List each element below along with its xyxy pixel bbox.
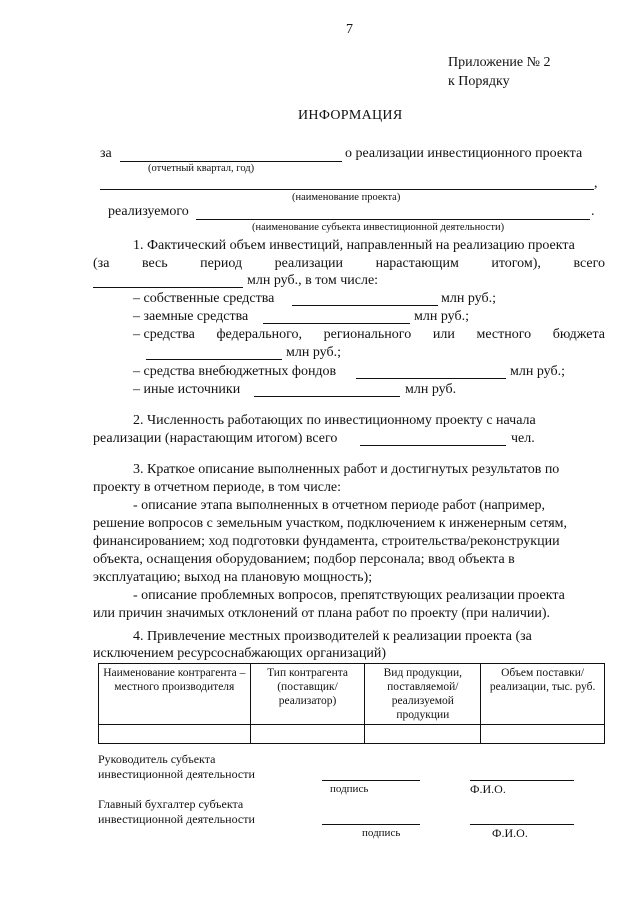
project-name-field-line — [100, 189, 594, 190]
header-period: . — [591, 204, 595, 219]
budget-funds-field-line — [146, 359, 282, 360]
s3-line: 3. Краткое описание выполненных работ и достигнутых результатов по — [133, 462, 560, 477]
sig1-name-line — [470, 780, 574, 781]
sig2-name-line — [470, 824, 574, 825]
total-investment-field-line — [93, 287, 243, 288]
s3-line: финансированием; ход подготовки фундамента, строительства/реконструкции — [93, 534, 560, 549]
table-cell[interactable] — [250, 725, 365, 744]
table-header-cell: Вид продукции, поставляемой/ реализуемой продукции — [365, 664, 481, 725]
other-sources-field-line — [254, 396, 400, 397]
budget-word: – средства — [133, 327, 195, 342]
table-cell[interactable] — [481, 725, 605, 744]
local-producers-table — [98, 663, 605, 744]
table-header-row — [99, 664, 605, 725]
s1-line2 — [93, 256, 605, 272]
sig2-sign-label: подпись — [362, 827, 401, 839]
offbudget-label: – средства внебюджетных фондов — [133, 364, 337, 379]
other-sources-label: – иные источники — [133, 382, 241, 397]
s3-line: объекта, оснащения оборудованием; подбор персонала; ввод объекта в — [93, 552, 515, 567]
sig1-sign-label: подпись — [330, 783, 369, 795]
budget-word: местного — [476, 327, 532, 342]
s1-intro: 1. Фактический объем инвестиций, направленный на реализацию проекта — [133, 238, 575, 253]
loan-funds-field-line — [263, 323, 410, 324]
table-header-cell: Объем поставки/ реализации, тыс. руб. — [481, 664, 605, 725]
sig1-role-line1: Руководитель субъекта — [98, 752, 216, 766]
budget-funds-unit: млн руб.; — [286, 345, 341, 360]
s1-word: всего — [573, 256, 605, 271]
document-title: ИНФОРМАЦИЯ — [298, 108, 403, 123]
offbudget-field-line — [356, 378, 506, 379]
own-funds-label: – собственные средства — [133, 291, 275, 306]
s3-line: или причин значимых отклонений от плана работ по проекту (при наличии). — [93, 606, 551, 621]
other-sources-unit: млн руб. — [405, 382, 457, 397]
s3-line: эксплуатацию; выход на плановую мощность); — [93, 570, 373, 585]
own-funds-field-line — [292, 305, 438, 306]
hint-subject: (наименование субъекта инвестиционной деятельности) — [252, 222, 505, 233]
header-about: о реализации инвестиционного проекта — [345, 146, 583, 161]
sig1-name-label: Ф.И.О. — [470, 782, 506, 796]
table-row — [99, 725, 605, 744]
appendix-line2: к Порядку — [448, 74, 510, 89]
s1-word: нарастающим — [375, 256, 459, 271]
appendix-line1: Приложение № 2 — [448, 55, 551, 70]
loan-funds-unit: млн руб.; — [414, 309, 469, 324]
s1-line3: млн руб., в том числе: — [247, 273, 379, 288]
offbudget-unit: млн руб.; — [510, 364, 565, 379]
sig2-role-line1: Главный бухгалтер субъекта — [98, 797, 244, 811]
s3-line: - описание этапа выполненных в отчетном периоде работ (например, — [133, 498, 546, 513]
s1-word: реализации — [274, 256, 344, 271]
budget-word: бюджета — [552, 327, 605, 342]
table-header-cell: Тип контрагента (поставщик/ реализатор) — [250, 664, 365, 725]
sig1-role-line2: инвестиционной деятельности — [98, 767, 255, 781]
table-header-cell: Наименование контрагента – местного производителя — [99, 664, 251, 725]
loan-funds-label: – заемные средства — [133, 309, 249, 324]
period-field-line — [120, 161, 342, 162]
page-number: 7 — [346, 22, 353, 37]
budget-line — [133, 327, 605, 343]
sig2-name-label: Ф.И.О. — [492, 826, 528, 840]
header-za: за — [100, 146, 112, 161]
s1-word: весь — [141, 256, 168, 271]
s2-line1: 2. Численность работающих по инвестиционному проекту с начала — [133, 413, 536, 428]
budget-word: или — [432, 327, 455, 342]
sig2-role-line2: инвестиционной деятельности — [98, 812, 255, 826]
headcount-field-line — [360, 445, 506, 446]
s4-line2: исключением ресурсоснабжающих организаций) — [93, 646, 387, 661]
s3-line: решение вопросов с земельным участком, подключением к инженерным сетям, — [93, 516, 568, 531]
table-cell[interactable] — [365, 725, 481, 744]
s1-word: (за — [93, 256, 110, 271]
header-comma: , — [594, 176, 598, 191]
s2-unit: чел. — [511, 431, 535, 446]
header-realized: реализуемого — [108, 204, 189, 219]
s4-line1: 4. Привлечение местных производителей к реализации проекта (за — [133, 629, 532, 644]
s3-line: проекту в отчетном периоде, в том числе: — [93, 480, 342, 495]
budget-word: регионального — [323, 327, 412, 342]
sig1-signature-line — [322, 780, 420, 781]
hint-project: (наименование проекта) — [292, 192, 401, 203]
s1-word: итогом), — [491, 256, 541, 271]
s1-word: период — [200, 256, 243, 271]
s3-line: - описание проблемных вопросов, препятствующих реализации проекта — [133, 588, 565, 603]
s2-line2: реализации (нарастающим итогом) всего — [93, 431, 338, 446]
sig2-signature-line — [322, 824, 420, 825]
own-funds-unit: млн руб.; — [441, 291, 496, 306]
subject-name-field-line — [196, 219, 590, 220]
budget-word: федерального, — [216, 327, 303, 342]
table-cell[interactable] — [99, 725, 251, 744]
hint-period: (отчетный квартал, год) — [148, 163, 255, 174]
